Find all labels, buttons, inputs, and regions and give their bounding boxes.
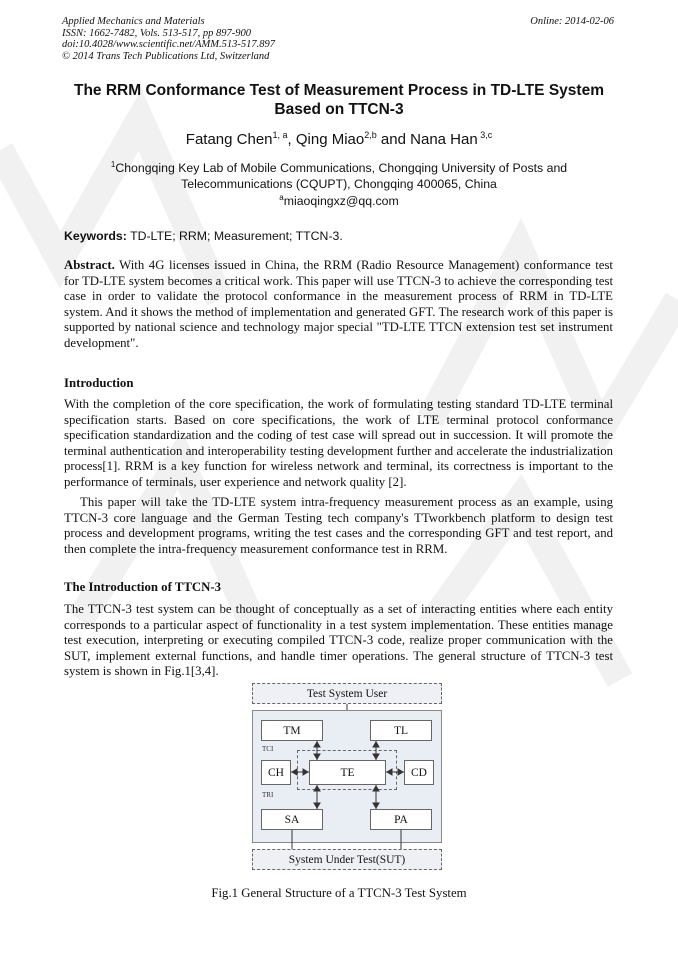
issn: ISSN: 1662-7482, Vols. 513-517, pp 897-900 [62,27,251,39]
diagram-arrows [252,683,442,871]
section-heading-ttcn: The Introduction of TTCN-3 [64,580,222,594]
email [0,193,678,208]
te-box: TE [309,760,386,785]
section-heading-introduction: Introduction [64,376,134,390]
email-sup: a [279,193,284,202]
intro-paragraph-2: This paper will take the TD-LTE system intra-frequency measurement process as an example, using TTCN-3 core language and the German Testing tech company's TTworkbench platform to design test process and development programs, writing the test cases and the corresponding GFT and test report, and then complete the intra-frequency measurement conformance test in RRM. [64,495,613,556]
journal-name: Applied Mechanics and Materials [62,16,205,27]
tci-label: TCI [262,745,274,753]
keywords [64,229,343,243]
authors [0,130,678,148]
ttcn3-structure-diagram [252,683,442,871]
affil-sup: 1 [110,160,116,169]
ch-box: CH [261,760,291,785]
abstract-text: With 4G licenses issued in China, the RRM (Radio Resource Management) conformance test for TD-LTE system becomes a critical work. This paper will use TTCN-3 to achieve the corresponding test case in order to validate the protocol conformance in the measurement process of RRM in TD-LTE system. And it shows the method of implementation and generated GFT. The research work of this paper is supported by national science and technology major special "TD-LTE TTCN extension test set instrument development". [64,258,613,350]
sut-box: System Under Test(SUT) [252,849,442,870]
tm-box: TM [261,720,323,741]
sa-box: SA [261,809,323,830]
pa-box: PA [370,809,432,830]
intro-paragraph-1: With the completion of the core specification, the work of formulating testing standard TD-LTE terminal specification starts. Based on core specifications, the work of LTE terminal protocol conformance specification standardization and the coding of test case will spread out in succession. It will promote the terminal authentication and interoperability testing development further and accelerate the industrialization process[1]. RRM is a key function for wireless network and terminal, its correctness is important to the performance of terminals, user experience and network quality [2]. [64,397,613,489]
test-system-user-box: Test System User [252,683,442,704]
abstract-label: Abstract. [64,258,115,272]
author-name: Fatang Chen [185,131,273,148]
affil-text: Chongqing Key Lab of Mobile Communications, Chongqing University of Posts and Telecommunications (CQUPT), Chongqing 400065, China [115,161,568,192]
copyright: © 2014 Trans Tech Publications Ltd, Switzerland [62,50,270,62]
figure-caption: Fig.1 General Structure of a TTCN-3 Test System [211,886,467,900]
doi: doi:10.4028/www.scientific.net/AMM.513-517.897 [62,39,275,50]
author-sup: 3,c [477,130,493,140]
tri-label: TRI [262,791,274,799]
abstract [64,258,613,352]
email-text: miaoqingxz@qq.com [283,194,399,209]
author-sup: 1, a [272,130,288,140]
affiliation [90,157,588,192]
keywords-label: Keywords: [64,229,127,243]
keywords-text: TD-LTE; RRM; Measurement; TTCN-3. [126,229,343,243]
tl-box: TL [370,720,432,741]
author-sep: , [287,131,296,148]
paper-title: The RRM Conformance Test of Measurement Process in TD-LTE System Based on TTCN-3 [74,82,604,118]
author-name: Nana Han [410,131,478,148]
author-sup: 2,b [364,130,377,140]
cd-box: CD [404,760,434,785]
journal-header [62,16,275,62]
author-sep: and [376,131,411,148]
ttcn-paragraph: The TTCN-3 test system can be thought of conceptually as a set of interacting entities where each entity corresponds to a particular aspect of functionality in a test system implementation. These entities manage test execution, interpreting or executing compiled TTCN-3 code, realize proper communication with the SUT, implement external functions, and handle timer operations. The general structure of TTCN-3 test system is shown in Fig.1[3,4]. [64,602,613,679]
author-name: Qing Miao [295,131,365,148]
online-date: Online: 2014-02-06 [530,16,614,27]
